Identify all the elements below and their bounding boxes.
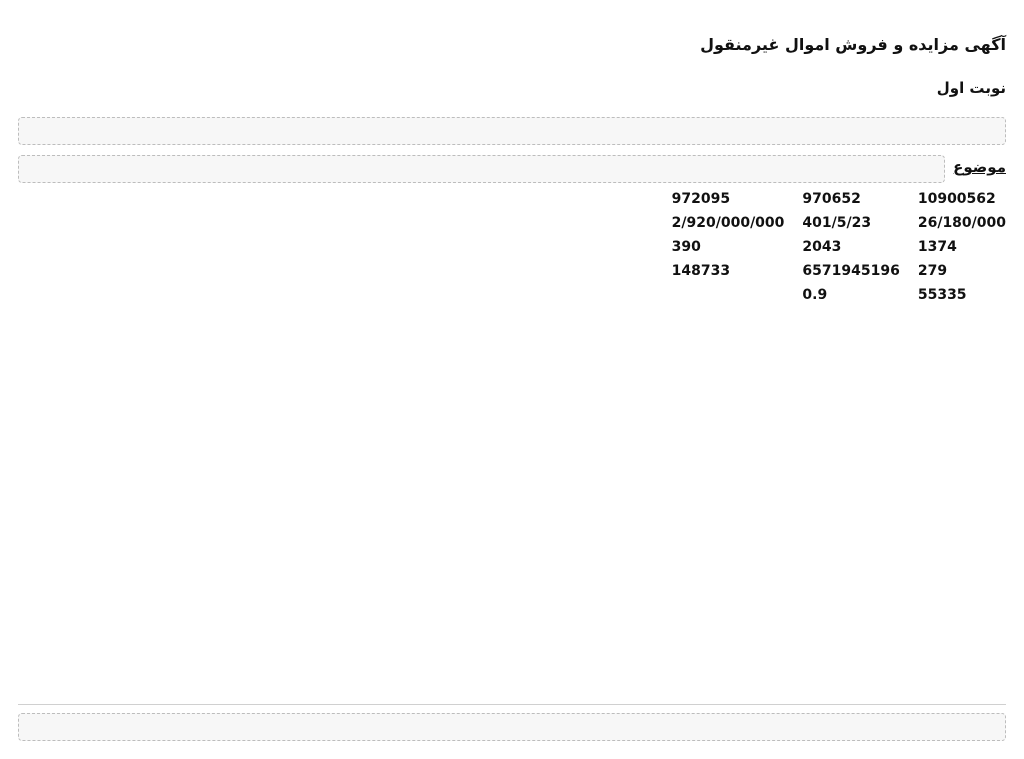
number-value: 2043 [802,239,842,256]
number-value: 972095 [671,191,731,208]
topic-placeholder [18,155,945,183]
final-line-placeholder [18,713,1006,741]
intro-placeholder [18,117,1006,145]
topic-label: موضوع [953,158,1006,177]
number-value: 26/180/000 [917,215,1006,232]
topic-content [18,155,945,183]
number-value: 279 [917,263,948,280]
number-value: 55335 [917,287,967,304]
final-line-area [18,704,1006,741]
topic-row [18,155,1006,183]
number-value: 2/920/000/000 [671,215,785,232]
number-value: 0.9 [802,287,828,304]
intro-paragraph [18,117,1006,145]
number-value: 6571945196 [802,263,900,280]
document-title: آگهی مزایده و فروش اموال غیرمنقول [700,35,1006,54]
number-value: 10900562 [917,191,996,208]
number-value: 401/5/23 [802,215,872,232]
document-subtitle: نوبت اول [936,79,1006,98]
number-value: 390 [671,239,701,256]
number-value: 148733 [671,263,731,280]
number-value: 1374 [917,239,957,256]
number-value: 970652 [802,191,861,208]
visible-numbers-grid [18,191,1006,303]
